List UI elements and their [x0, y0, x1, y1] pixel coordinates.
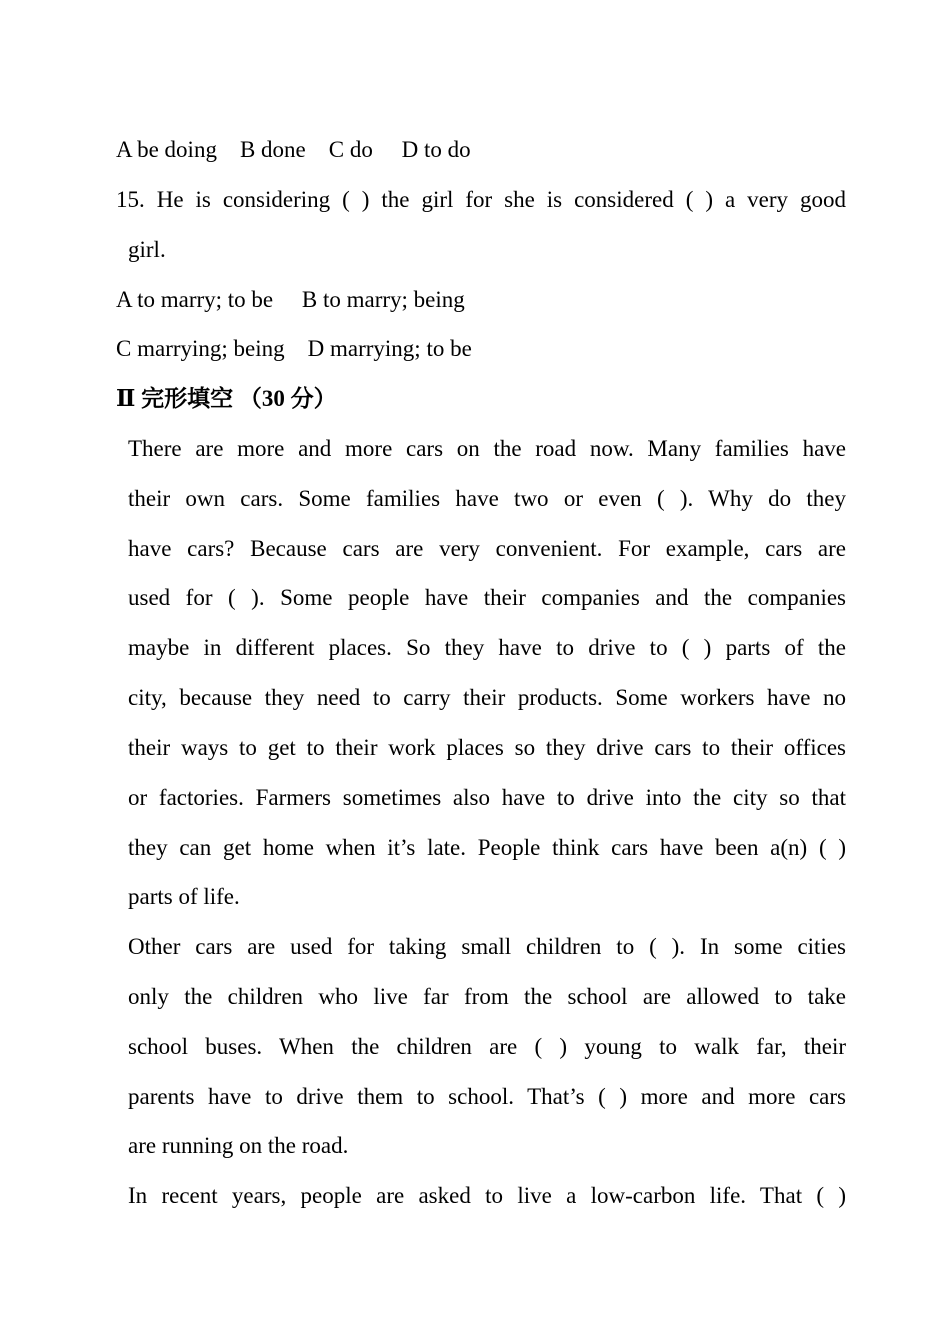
passage-line: they can get home when it’s late. People think cars have been a(n) ( ) — [128, 835, 846, 860]
section-heading: Ⅱ 完形填空 （30 分） — [116, 386, 337, 411]
passage-line: maybe in different places. So they have to drive to ( ) parts of the — [128, 635, 846, 660]
passage-line: used for ( ). Some people have their companies and the companies — [128, 585, 846, 610]
q15-options-line2: C marrying; being D marrying; to be — [116, 336, 472, 361]
passage-line: In recent years, people are asked to live a low-carbon life. That ( ) — [128, 1183, 846, 1208]
passage-line: only the children who live far from the school are allowed to take — [128, 984, 846, 1009]
q15-stem-line1: 15. He is considering ( ) the girl for she is considered ( ) a very good — [116, 187, 846, 212]
passage-line: city, because they need to carry their products. Some workers have no — [128, 685, 846, 710]
passage-line: Other cars are used for taking small children to ( ). In some cities — [128, 934, 846, 959]
passage-line: parts of life. — [128, 884, 240, 909]
passage-line: school buses. When the children are ( ) young to walk far, their — [128, 1034, 846, 1059]
passage-line: or factories. Farmers sometimes also have to drive into the city so that — [128, 785, 846, 810]
q15-stem-line2: girl. — [128, 237, 166, 262]
q14-options: A be doing B done C do D to do — [116, 137, 471, 162]
passage-line: their own cars. Some families have two or even ( ). Why do they — [128, 486, 846, 511]
passage-line: have cars? Because cars are very convenient. For example, cars are — [128, 536, 846, 561]
passage-line: There are more and more cars on the road now. Many families have — [128, 436, 846, 461]
passage-line: are running on the road. — [128, 1133, 349, 1158]
passage-line: parents have to drive them to school. That’s ( ) more and more cars — [128, 1084, 846, 1109]
passage-line: their ways to get to their work places so they drive cars to their offices — [128, 735, 846, 760]
q15-options-line1: A to marry; to be B to marry; being — [116, 287, 465, 312]
